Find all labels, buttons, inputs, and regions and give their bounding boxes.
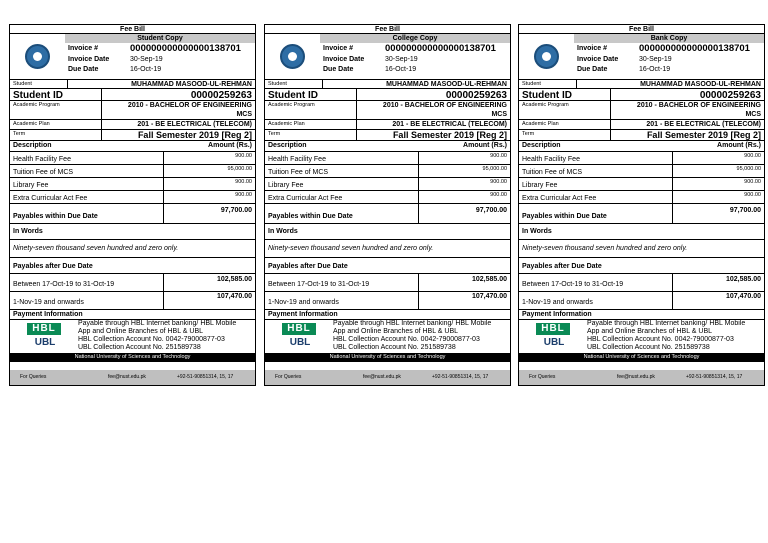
fee-item-description: Tuition Fee of MCS <box>268 169 329 176</box>
due-date-label: Due Date <box>68 66 99 73</box>
payment-line: App and Online Branches of HBL & UBL <box>587 328 713 335</box>
invoice-number: 000000000000000138701 <box>385 43 496 54</box>
academic-program-row <box>519 100 764 119</box>
payment-line: HBL Collection Account No. 0042-79000877-03 <box>587 336 734 343</box>
invoice-number: 000000000000000138701 <box>639 43 750 54</box>
term-row <box>519 129 764 140</box>
student-name: MUHAMMAD MASOOD-UL-REHMAN <box>131 81 252 88</box>
queries-footer <box>10 370 255 385</box>
academic-program: 2010 - BACHELOR OF ENGINEERING <box>127 102 252 109</box>
fee-item-row <box>265 177 510 190</box>
academic-program-row <box>265 100 510 119</box>
invoice-date: 30-Sep-19 <box>130 56 163 63</box>
in-words-label: In Words <box>522 228 552 235</box>
after-due-row <box>10 291 255 309</box>
fee-item-row <box>10 164 255 177</box>
queries-label: For Queries <box>529 374 556 380</box>
term: Fall Semester 2019 [Reg 2] <box>392 130 507 140</box>
university-banner: National University of Sciences and Technology <box>519 353 764 362</box>
student-name: MUHAMMAD MASOOD-UL-REHMAN <box>640 81 761 88</box>
fee-item-description: Extra Curricular Act Fee <box>268 195 343 202</box>
fee-item-row <box>519 164 764 177</box>
fee-item-description: Extra Curricular Act Fee <box>13 195 88 202</box>
payment-info-header <box>10 309 255 319</box>
after-due-row <box>265 291 510 309</box>
student-name-label: Student <box>13 81 32 87</box>
queries-phone: +92-51-90851314, 15, 17 <box>177 374 234 380</box>
description-header: Description <box>522 142 561 149</box>
after-due-period: 1-Nov-19 and onwards <box>522 299 593 306</box>
payment-line: UBL Collection Account No. 251589738 <box>333 344 456 351</box>
payable-row <box>265 203 510 223</box>
bill-title: Fee Bill <box>10 25 255 34</box>
student-id: 00000259263 <box>445 90 507 101</box>
fee-item-description: Library Fee <box>268 182 304 189</box>
fee-item-row <box>265 190 510 203</box>
student-id-label: Student ID <box>522 90 572 101</box>
after-due-header <box>10 257 255 273</box>
invoice-number-label: Invoice # <box>68 45 98 52</box>
invoice-date-label: Invoice Date <box>577 56 619 63</box>
term-row <box>265 129 510 140</box>
payment-info-row <box>10 319 255 354</box>
payment-info-header <box>519 309 764 319</box>
payment-info-label: Payment Information <box>522 311 592 318</box>
academic-plan: 201 - BE ELECTRICAL (TELECOM) <box>392 121 507 128</box>
university-crest-icon <box>280 44 305 69</box>
fee-item-amount: 95,000.00 <box>482 166 507 172</box>
fee-item-amount: 900.00 <box>744 153 761 159</box>
fee-item-description: Tuition Fee of MCS <box>522 169 583 176</box>
fee-item-row <box>265 164 510 177</box>
fee-bill-copy-3 <box>518 24 765 386</box>
queries-phone: +92-51-90851314, 15, 17 <box>432 374 489 380</box>
in-words-text: Ninety-seven thousand seven hundred and zero only. <box>268 245 434 252</box>
academic-program-label: Academic Program <box>13 102 60 108</box>
invoice-date-label: Invoice Date <box>323 56 365 63</box>
after-due-amount: 102,585.00 <box>471 276 507 283</box>
in-words-row <box>10 239 255 257</box>
in-words-text: Ninety-seven thousand seven hundred and zero only. <box>522 245 688 252</box>
queries-footer <box>265 370 510 385</box>
term-label: Term <box>13 131 26 137</box>
academic-plan-label: Academic Plan <box>13 121 50 127</box>
payment-info-label: Payment Information <box>268 311 338 318</box>
due-date-label: Due Date <box>323 66 354 73</box>
student-id-row <box>519 88 764 100</box>
fee-item-amount: 900.00 <box>235 179 252 185</box>
fee-item-description: Health Facility Fee <box>13 156 71 163</box>
term-label: Term <box>522 131 535 137</box>
student-id-row <box>265 88 510 100</box>
fee-bill-copy-1 <box>9 24 256 386</box>
academic-program: 2010 - BACHELOR OF ENGINEERING <box>636 102 761 109</box>
after-due-amount: 107,470.00 <box>471 293 507 300</box>
bill-title: Fee Bill <box>265 25 510 34</box>
after-due-label: Payables after Due Date <box>268 263 348 270</box>
academic-program: 2010 - BACHELOR OF ENGINEERING <box>382 102 507 109</box>
amount-header: Amount (Rs.) <box>208 142 252 149</box>
academic-program-row <box>10 100 255 119</box>
after-due-row <box>10 273 255 291</box>
payment-line: App and Online Branches of HBL & UBL <box>333 328 459 335</box>
due-date: 16-Oct-19 <box>639 66 671 73</box>
payable-amount: 97,700.00 <box>729 207 761 214</box>
student-id: 00000259263 <box>190 90 252 101</box>
in-words-header <box>10 223 255 239</box>
after-due-period: Between 17-Oct-19 to 31-Oct-19 <box>522 281 624 288</box>
fee-item-row <box>10 177 255 190</box>
in-words-header <box>265 223 510 239</box>
fee-item-amount: 900.00 <box>235 153 252 159</box>
fee-item-amount: 900.00 <box>490 153 507 159</box>
university-banner: National University of Sciences and Technology <box>10 353 255 362</box>
after-due-row <box>519 291 764 309</box>
payment-info-label: Payment Information <box>13 311 83 318</box>
fee-item-amount: 95,000.00 <box>736 166 761 172</box>
academic-plan-row <box>10 119 255 129</box>
after-due-amount: 102,585.00 <box>725 276 761 283</box>
invoice-number-label: Invoice # <box>323 45 353 52</box>
payment-info-row <box>519 319 764 354</box>
student-id: 00000259263 <box>699 90 761 101</box>
amount-header: Amount (Rs.) <box>717 142 761 149</box>
after-due-label: Payables after Due Date <box>13 263 93 270</box>
hbl-logo-icon: HBL <box>536 323 570 335</box>
fee-table-header <box>519 140 764 151</box>
after-due-label: Payables after Due Date <box>522 263 602 270</box>
payable-row <box>519 203 764 223</box>
fee-item-row <box>265 151 510 164</box>
queries-label: For Queries <box>275 374 302 380</box>
in-words-header <box>519 223 764 239</box>
amount-header: Amount (Rs.) <box>463 142 507 149</box>
student-name: MUHAMMAD MASOOD-UL-REHMAN <box>386 81 507 88</box>
after-due-row <box>519 273 764 291</box>
term: Fall Semester 2019 [Reg 2] <box>646 130 761 140</box>
fee-item-row <box>519 190 764 203</box>
fee-item-amount: 95,000.00 <box>227 166 252 172</box>
payment-info-header <box>265 309 510 319</box>
payable-label: Payables within Due Date <box>13 213 98 220</box>
queries-phone: +92-51-90851314, 15, 17 <box>686 374 743 380</box>
after-due-period: 1-Nov-19 and onwards <box>13 299 84 306</box>
ubl-logo-icon: UBL <box>34 337 56 348</box>
hbl-logo-icon: HBL <box>27 323 61 335</box>
payable-amount: 97,700.00 <box>475 207 507 214</box>
bill-title: Fee Bill <box>519 25 764 34</box>
queries-email: fee@nust.edu.pk <box>108 374 146 380</box>
description-header: Description <box>268 142 307 149</box>
fee-item-row <box>10 190 255 203</box>
in-words-label: In Words <box>268 228 298 235</box>
due-date: 16-Oct-19 <box>385 66 417 73</box>
academic-program-label: Academic Program <box>522 102 569 108</box>
university-crest-icon <box>25 44 50 69</box>
fee-item-description: Extra Curricular Act Fee <box>522 195 597 202</box>
academic-program-campus: MCS <box>491 111 507 118</box>
queries-email: fee@nust.edu.pk <box>363 374 401 380</box>
due-date-label: Due Date <box>577 66 608 73</box>
fee-item-description: Health Facility Fee <box>268 156 326 163</box>
student-name-label: Student <box>522 81 541 87</box>
invoice-date-label: Invoice Date <box>68 56 110 63</box>
hbl-logo-icon: HBL <box>282 323 316 335</box>
fee-item-amount: 900.00 <box>744 179 761 185</box>
term-row <box>10 129 255 140</box>
fee-item-row <box>519 177 764 190</box>
after-due-header <box>519 257 764 273</box>
fee-item-description: Library Fee <box>522 182 558 189</box>
university-banner: National University of Sciences and Technology <box>265 353 510 362</box>
student-name-row <box>10 79 255 88</box>
in-words-text: Ninety-seven thousand seven hundred and zero only. <box>13 245 179 252</box>
academic-program-campus: MCS <box>745 111 761 118</box>
term-label: Term <box>268 131 281 137</box>
after-due-amount: 107,470.00 <box>216 293 252 300</box>
after-due-row <box>265 273 510 291</box>
student-id-row <box>10 88 255 100</box>
student-name-row <box>265 79 510 88</box>
student-id-label: Student ID <box>13 90 63 101</box>
ubl-logo-icon: UBL <box>289 337 311 348</box>
after-due-header <box>265 257 510 273</box>
invoice-number-label: Invoice # <box>577 45 607 52</box>
term: Fall Semester 2019 [Reg 2] <box>137 130 252 140</box>
payment-line: Payable through HBL Internet banking/ HBL Mobile <box>333 320 492 327</box>
student-name-label: Student <box>268 81 287 87</box>
ubl-logo-icon: UBL <box>543 337 565 348</box>
description-header: Description <box>13 142 52 149</box>
after-due-period: Between 17-Oct-19 to 31-Oct-19 <box>268 281 370 288</box>
payment-line: Payable through HBL Internet banking/ HBL Mobile <box>587 320 746 327</box>
queries-label: For Queries <box>20 374 47 380</box>
copy-label: College Copy <box>320 34 510 43</box>
payable-label: Payables within Due Date <box>268 213 353 220</box>
payment-line: App and Online Branches of HBL & UBL <box>78 328 204 335</box>
fee-item-row <box>10 151 255 164</box>
payment-line: UBL Collection Account No. 251589738 <box>587 344 710 351</box>
invoice-number: 000000000000000138701 <box>130 43 241 54</box>
payment-line: HBL Collection Account No. 0042-79000877-03 <box>78 336 225 343</box>
copy-label: Student Copy <box>65 34 255 43</box>
in-words-row <box>265 239 510 257</box>
academic-plan-label: Academic Plan <box>522 121 559 127</box>
fee-item-amount: 900.00 <box>235 192 252 198</box>
payable-row <box>10 203 255 223</box>
after-due-amount: 102,585.00 <box>216 276 252 283</box>
academic-plan: 201 - BE ELECTRICAL (TELECOM) <box>137 121 252 128</box>
fee-item-description: Health Facility Fee <box>522 156 580 163</box>
academic-plan: 201 - BE ELECTRICAL (TELECOM) <box>646 121 761 128</box>
fee-item-amount: 900.00 <box>744 192 761 198</box>
invoice-date: 30-Sep-19 <box>639 56 672 63</box>
in-words-row <box>519 239 764 257</box>
academic-program-label: Academic Program <box>268 102 315 108</box>
academic-plan-label: Academic Plan <box>268 121 305 127</box>
fee-item-amount: 900.00 <box>490 179 507 185</box>
payment-line: UBL Collection Account No. 251589738 <box>78 344 201 351</box>
queries-email: fee@nust.edu.pk <box>617 374 655 380</box>
due-date: 16-Oct-19 <box>130 66 162 73</box>
fee-item-row <box>519 151 764 164</box>
after-due-period: Between 17-Oct-19 to 31-Oct-19 <box>13 281 115 288</box>
fee-item-description: Library Fee <box>13 182 49 189</box>
academic-program-campus: MCS <box>236 111 252 118</box>
student-id-label: Student ID <box>268 90 318 101</box>
queries-footer <box>519 370 764 385</box>
payment-line: Payable through HBL Internet banking/ HBL Mobile <box>78 320 237 327</box>
student-name-row <box>519 79 764 88</box>
in-words-label: In Words <box>13 228 43 235</box>
fee-item-amount: 900.00 <box>490 192 507 198</box>
copy-label: Bank Copy <box>574 34 764 43</box>
after-due-amount: 107,470.00 <box>725 293 761 300</box>
fee-table-header <box>265 140 510 151</box>
fee-bill-copy-2 <box>264 24 511 386</box>
invoice-date: 30-Sep-19 <box>385 56 418 63</box>
payable-amount: 97,700.00 <box>220 207 252 214</box>
academic-plan-row <box>265 119 510 129</box>
payment-line: HBL Collection Account No. 0042-79000877-03 <box>333 336 480 343</box>
payment-info-row <box>265 319 510 354</box>
fee-item-description: Tuition Fee of MCS <box>13 169 74 176</box>
university-crest-icon <box>534 44 559 69</box>
after-due-period: 1-Nov-19 and onwards <box>268 299 339 306</box>
payable-label: Payables within Due Date <box>522 213 607 220</box>
academic-plan-row <box>519 119 764 129</box>
fee-table-header <box>10 140 255 151</box>
